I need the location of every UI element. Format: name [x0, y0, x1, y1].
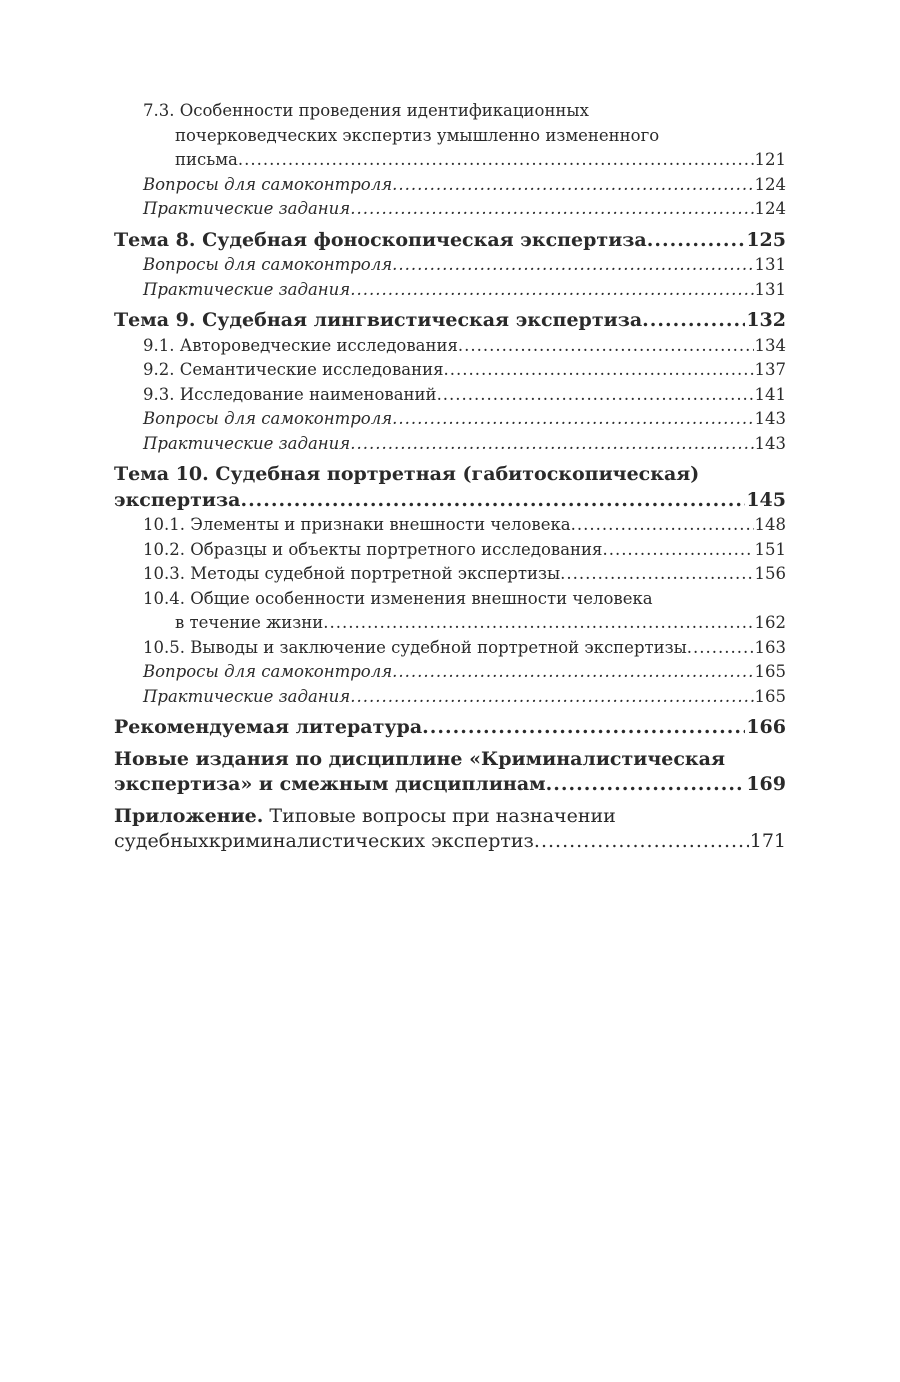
toc-entry-title: 10.1. Элементы и признаки внешности человека: [143, 515, 571, 534]
toc-topic-title-cont: экспертиза: [114, 488, 241, 511]
toc-entry-9-3[interactable]: [114, 383, 786, 408]
toc-entry-title: Практические задания: [143, 199, 351, 218]
page-number: 125: [746, 228, 786, 251]
toc-entry-questions-8[interactable]: [114, 253, 786, 278]
toc-literature[interactable]: [114, 715, 786, 741]
toc-entry-title: 10.3. Методы судебной портретной экспертизы: [143, 564, 561, 583]
page-number: 156: [754, 564, 786, 583]
toc-entry-title-cont: письма: [175, 150, 238, 169]
toc-entry-title: 9.1. Автороведческие исследования: [143, 335, 458, 355]
toc-entry-7-3[interactable]: [114, 99, 786, 173]
toc-topic-title: Тема 10. Судебная портретная (габитоскопическая): [114, 463, 700, 485]
toc-topic-title: Тема 9. Судебная лингвистическая экспертиза: [114, 309, 643, 331]
toc-entry-line: [114, 148, 786, 173]
toc-appendix[interactable]: [114, 804, 786, 855]
toc-entry-title: 10.5. Выводы и заключение судебной портретной экспертизы: [143, 637, 687, 657]
toc-entry-title: 9.2. Семантические исследования: [143, 360, 444, 379]
toc-topic-title: Рекомендуемая литература: [114, 716, 423, 738]
page-number: 145: [746, 488, 786, 511]
leader-dots: [350, 685, 753, 710]
toc-appendix-first-line: [114, 804, 786, 830]
toc-entry-10-2[interactable]: [114, 538, 786, 563]
toc-entry-title-cont: почерковедческих экспертиз умышленно измененного: [175, 125, 660, 145]
toc-topic-title: Тема 8. Судебная фоноскопическая экспертиза: [114, 228, 647, 251]
page-number: 132: [746, 309, 786, 331]
page-number: 124: [754, 174, 786, 194]
toc-entry-10-5[interactable]: [114, 636, 786, 661]
leader-dots: [687, 636, 754, 661]
page-number: 131: [754, 279, 786, 299]
appendix-label: Приложение.: [114, 804, 264, 827]
leader-dots: [458, 334, 754, 359]
page-number: 165: [754, 662, 786, 681]
table-of-contents: [114, 99, 786, 855]
toc-appendix-title-cont: судебныхкриминалистических экспертиз: [114, 830, 534, 852]
toc-entry-tasks-9[interactable]: [114, 432, 786, 457]
page-number: 121: [754, 150, 786, 169]
toc-entry-tasks-7[interactable]: [114, 197, 786, 222]
page-number: 131: [754, 255, 786, 274]
toc-entry-title: 9.3. Исследование наименований: [143, 384, 437, 404]
page-number: 137: [754, 360, 786, 379]
toc-entry-title: 10.4. Общие особенности изменения внешности человека: [143, 588, 653, 608]
page-number: 151: [754, 539, 786, 559]
toc-entry-tasks-10[interactable]: [114, 685, 786, 710]
toc-topic-8[interactable]: [114, 228, 786, 254]
leader-dots: [323, 611, 753, 636]
toc-new-editions[interactable]: [114, 747, 786, 798]
leader-dots: [422, 715, 745, 741]
toc-entry-title: 10.2. Образцы и объекты портретного исследования: [143, 539, 603, 559]
toc-topic-title: Новые издания по дисциплине «Криминалистическая: [114, 747, 725, 770]
toc-topic-10[interactable]: [114, 462, 786, 513]
toc-entry-title: Вопросы для самоконтроля: [143, 409, 393, 428]
page-number: 171: [749, 830, 786, 852]
toc-entry-9-2[interactable]: [114, 358, 786, 383]
toc-entry-10-1[interactable]: [114, 513, 786, 538]
leader-dots: [240, 488, 745, 514]
toc-entry-9-1[interactable]: [114, 334, 786, 359]
leader-dots: [392, 253, 753, 278]
leader-dots: [238, 148, 754, 173]
toc-topic-title-cont: экспертиза» и смежным дисциплинам: [114, 773, 546, 795]
toc-entry-10-4[interactable]: [114, 587, 786, 636]
leader-dots: [647, 228, 746, 254]
page-number: 166: [746, 716, 786, 738]
toc-appendix-title: Типовые вопросы при назначении: [269, 804, 616, 827]
toc-entry-title: Практические задания: [143, 686, 351, 706]
page-number: 163: [754, 637, 786, 657]
toc-entry-title: Вопросы для самоконтроля: [143, 255, 393, 274]
leader-dots: [534, 829, 749, 855]
leader-dots: [546, 772, 746, 798]
leader-dots: [560, 562, 753, 587]
toc-entry-title: Вопросы для самоконтроля: [143, 174, 393, 194]
toc-entry-questions-9[interactable]: [114, 407, 786, 432]
leader-dots: [392, 173, 753, 198]
page-number: 169: [746, 773, 786, 795]
leader-dots: [392, 660, 753, 685]
page-number: 162: [754, 613, 786, 632]
leader-dots: [571, 513, 754, 538]
leader-dots: [444, 358, 754, 383]
toc-topic-9[interactable]: [114, 308, 786, 334]
toc-entry-questions-10[interactable]: [114, 660, 786, 685]
toc-entry-title: Вопросы для самоконтроля: [143, 662, 393, 681]
toc-entry-title-cont: в течение жизни: [175, 613, 324, 632]
toc-entry-title: Практические задания: [143, 433, 351, 453]
toc-entry-10-3[interactable]: [114, 562, 786, 587]
toc-entry-questions-7[interactable]: [114, 173, 786, 198]
leader-dots: [350, 278, 753, 303]
leader-dots: [350, 432, 753, 457]
page-number: 124: [754, 199, 786, 218]
toc-entry-tasks-8[interactable]: [114, 278, 786, 303]
toc-entry-title: Практические задания: [143, 279, 351, 299]
leader-dots: [602, 538, 753, 563]
page-number: 143: [754, 409, 786, 428]
leader-dots: [350, 197, 753, 222]
page-number: 165: [754, 686, 786, 706]
toc-entry-title: 7.3. Особенности проведения идентификационных: [143, 101, 589, 120]
page-number: 134: [754, 335, 786, 355]
leader-dots: [437, 383, 754, 408]
page-number: 141: [754, 384, 786, 404]
page-number: 143: [754, 433, 786, 453]
leader-dots: [392, 407, 753, 432]
leader-dots: [642, 308, 745, 334]
page-number: 148: [754, 515, 786, 534]
